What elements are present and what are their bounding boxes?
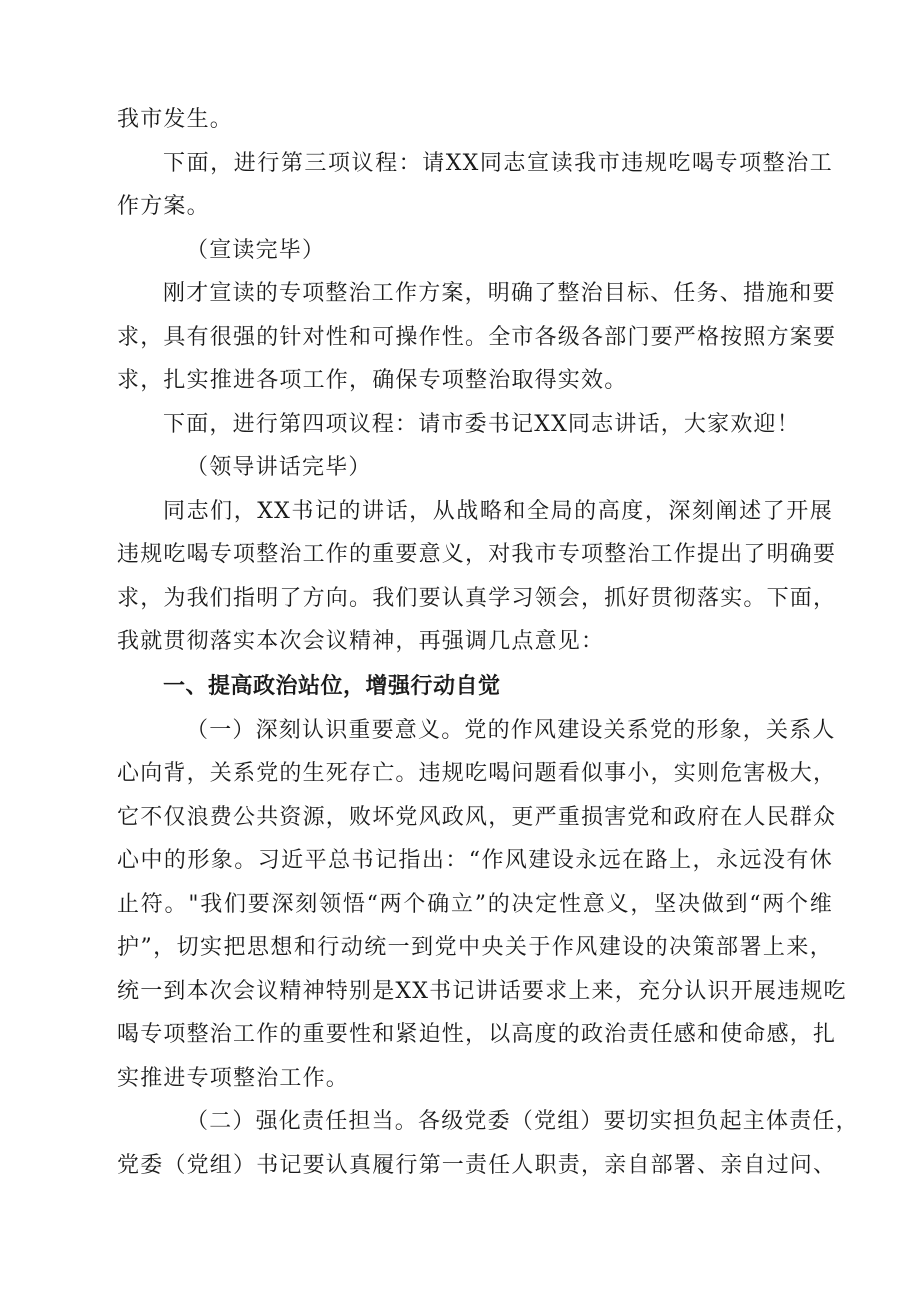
text-line: 心中的形象。习近平总书记指出：“作风建设永远在路上，永远没有休 — [117, 848, 833, 873]
text-line: 同志们，XX书记的讲话，从战略和全局的高度，深刻阐述了开展 — [163, 498, 833, 524]
text-line: 求，扎实推进各项工作，确保专项整治取得实效。 — [117, 368, 628, 393]
text-line: （二）强化责任担当。各级党委（党组）要切实担负起主体责任， — [186, 1109, 859, 1134]
document-body — [117, 98, 859, 1187]
text-line: 实推进专项整治工作。 — [117, 1065, 350, 1091]
text-line: 心向背，关系党的生死存亡。违规吃喝问题看似事小，实则危害极大， — [117, 761, 837, 786]
text-line: 下面，进行第三项议程：请XX同志宣读我市违规吃喝专项整治工 — [163, 150, 833, 176]
text-line: 下面，进行第四项议程：请市委书记XX同志讲话，大家欢迎！ — [163, 411, 800, 437]
text-line: 刚才宣读的专项整治工作方案，明确了整治目标、任务、措施和要 — [163, 281, 836, 306]
text-line: 作方案。 — [117, 194, 210, 219]
text-line: 止符。"我们要深刻领悟“两个确立”的决定性意义，坚决做到“两个维 — [117, 891, 833, 917]
text-line: 党委（党组）书记要认真履行第一责任人职责，亲自部署、亲自过问、 — [117, 1152, 837, 1178]
section-heading: 一、提高政治站位，增强行动自觉 — [163, 673, 501, 699]
text-line: 违规吃喝专项整治工作的重要意义，对我市专项整治工作提出了明确要 — [117, 542, 837, 567]
text-line: 我市发生。 — [117, 107, 234, 132]
text-line: 统一到本次会议精神特别是XX书记讲话要求上来，充分认识开展违规吃 — [117, 978, 847, 1004]
text-line: 我就贯彻落实本次会议精神，再强调几点意见： — [117, 629, 605, 654]
text-line: 求，为我们指明了方向。我们要认真学习领会，抓好贯彻落实。下面， — [117, 585, 837, 611]
text-line: 求，具有很强的针对性和可操作性。全市各级各部门要严格按照方案要 — [117, 324, 837, 350]
text-line: （领导讲话完毕） — [186, 455, 372, 480]
text-line: 它不仅浪费公共资源，败坏党风政风，更严重损害党和政府在人民群众 — [117, 804, 837, 830]
text-line: 护”，切实把思想和行动统一到党中央关于作风建设的决策部署上来， — [117, 935, 833, 960]
text-line: （宣读完毕） — [186, 237, 326, 263]
text-line: （一）深刻认识重要意义。党的作风建设关系党的形象，关系人 — [186, 717, 836, 743]
text-line: 喝专项整治工作的重要性和紧迫性，以高度的政治责任感和使命感，扎 — [117, 1022, 837, 1047]
